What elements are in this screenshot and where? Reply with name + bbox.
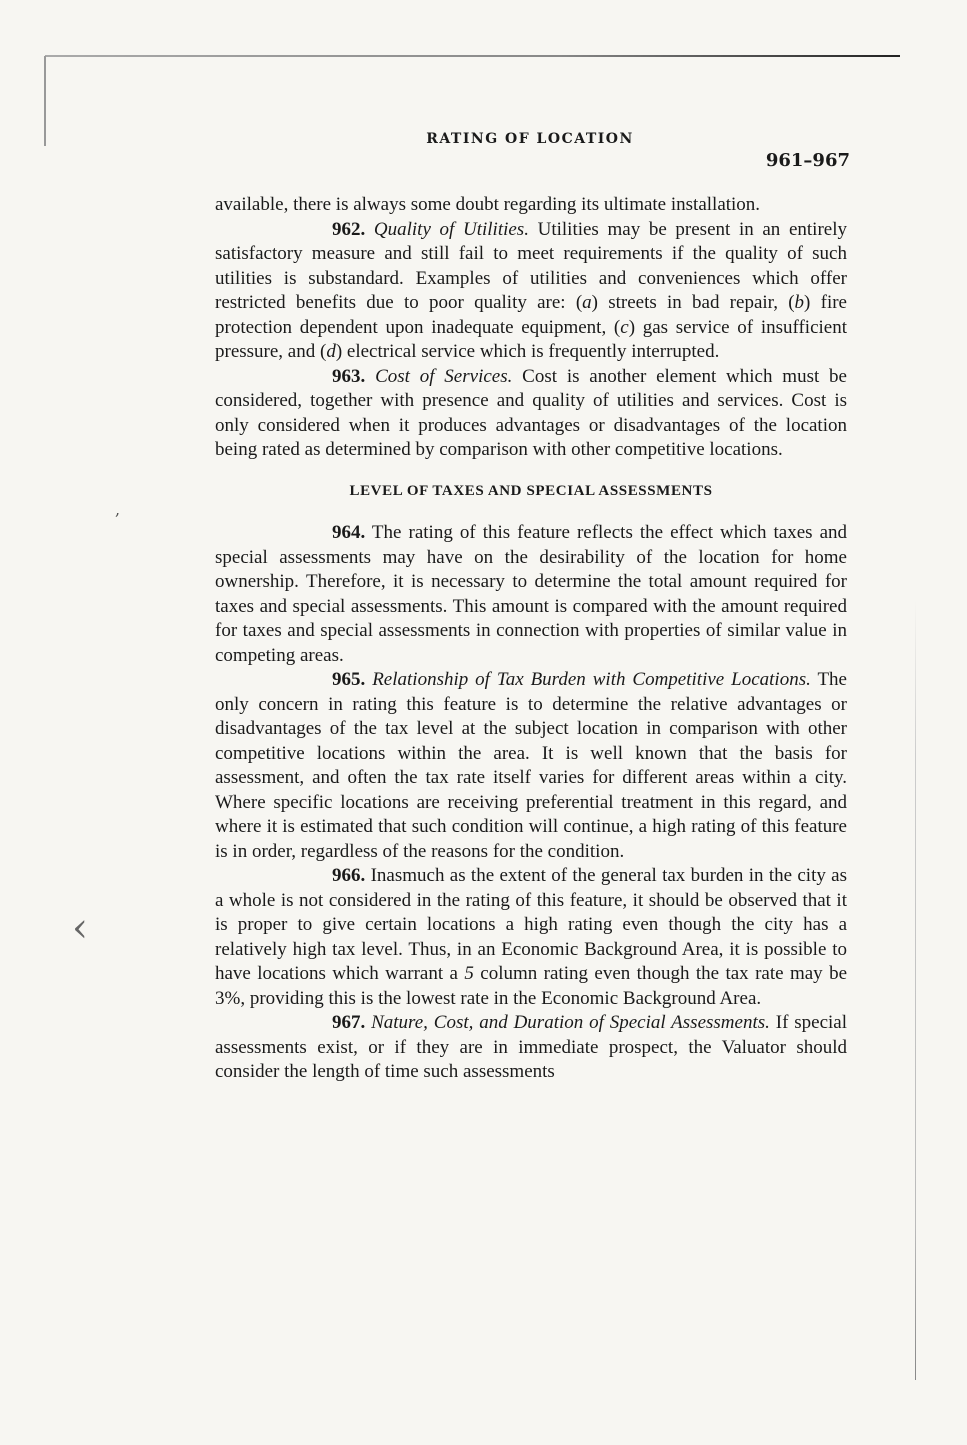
continuation-paragraph: available, there is always some doubt regarding its ultimate installation. xyxy=(215,194,761,215)
list-label-d: d xyxy=(326,341,336,362)
list-label-c: c xyxy=(620,316,629,338)
paragraph-965 xyxy=(215,668,847,864)
margin-dot: , xyxy=(115,500,121,519)
paragraph-number: 965. xyxy=(332,669,366,690)
paragraph-number: 963. xyxy=(332,365,366,387)
running-title: RATING OF LOCATION xyxy=(426,131,634,147)
margin-mark: ‹ xyxy=(72,905,88,951)
page-body xyxy=(215,193,847,1085)
paragraph-text: The rating of this feature reflects the effect which taxes and special assessments may have on the desirability of the location for home ownership. Therefore, it is necessary to determine the total amount required for taxes and special assessments. This amount is compared with the amount required for taxes and special assessments in connection with properties of similar value in competing areas. xyxy=(215,522,847,666)
paragraph-title: Relationship of Tax Burden with Competitive Locations. xyxy=(372,669,811,690)
paragraph-text: Cost is another element which must be considered, together with presence and quality of utilities and services. Cost is only considered when it produces advantages or disadvantages of the location being rated as determined by comparison with other competitive locations. xyxy=(215,365,847,460)
paragraph-number: 964. xyxy=(332,522,366,543)
section-heading: LEVEL OF TAXES AND SPECIAL ASSESSMENTS xyxy=(349,482,713,499)
page-border-top xyxy=(45,55,900,57)
paragraph-text: fire protection dependent upon inadequate equipment, xyxy=(215,292,847,338)
paragraph-text: The only concern in rating this feature is to determine the relative advantages or disadvantages of the tax level at the subject location in comparison with other competitive locations within the area. It is well known that the basis for assessment, and often the tax rate itself varies for different areas within a city. Where specific locations are receiving preferential treatment in this regard, and where it is estimated that such condition will continue, a high rating of this feature is in order, regardless of the reasons for the condition. xyxy=(215,669,847,862)
list-label-b: b xyxy=(794,292,805,313)
paragraph-number: 962. xyxy=(332,218,366,240)
paragraph-text: Utilities may be present in an entirely satisfactory measure and still fail to meet requirements if the quality of such utilities is substandard. Examples of utilities and conveniences which offer restricted benefits due to poor quality are: xyxy=(215,218,847,313)
paragraph-text: electrical service which is frequently interrupted. xyxy=(342,341,720,362)
page-border-left xyxy=(44,56,46,146)
paragraph-962: 962. Quality of Utilities. Utilities may be present in an entirely satisfactory measure and still fail to meet requirements if the quality of such utilities is substandard. Examples of utilities and conveniences which offer restricted benefits due to poor quality are: (a) streets in bad repair, (b) fire protection dependent upon inadequate equipment, (c) gas service of insufficient pressure, and (d) electrical service which is frequently interrupted. xyxy=(215,218,848,362)
paragraph-text: gas service of insufficient pressure, and xyxy=(215,316,848,362)
paragraph-text: Inasmuch as the extent of the general tax burden in the city as a whole is not considered in the rating of this feature, it should be observed that it is proper to give certain locations a high rating even though the city has a relatively high tax level. Thus, in an Economic Background Area, it is possible to have locations which warrant a xyxy=(215,865,847,984)
column-number: 5 xyxy=(464,963,474,984)
paragraph-number: 966. xyxy=(332,865,366,886)
paragraph-title: Cost of Services. xyxy=(375,365,513,387)
page-border-right xyxy=(915,600,916,1380)
paragraph-964 xyxy=(215,521,847,668)
list-label-a: a xyxy=(582,292,592,313)
paragraph-967 xyxy=(215,1011,847,1085)
paragraph-text: If special assessments exist, or if they are in immediate prospect, the Valuator should consider the length of time such assessments xyxy=(215,1012,848,1082)
paragraph-966 xyxy=(215,864,847,1011)
paragraph-text: column rating even though the tax rate may be 3%, providing this is the lowest rate in the Economic Background Area. xyxy=(215,963,847,1009)
paragraph-963 xyxy=(215,365,847,463)
page-range: 961–967 xyxy=(765,150,850,171)
paragraph-number: 967. xyxy=(332,1012,366,1033)
paragraph-text: streets in bad repair, xyxy=(597,292,789,313)
paragraph-title: Quality of Utilities. xyxy=(373,218,529,240)
paragraph-title: Nature, Cost, and Duration of Special Assessments. xyxy=(371,1012,770,1033)
